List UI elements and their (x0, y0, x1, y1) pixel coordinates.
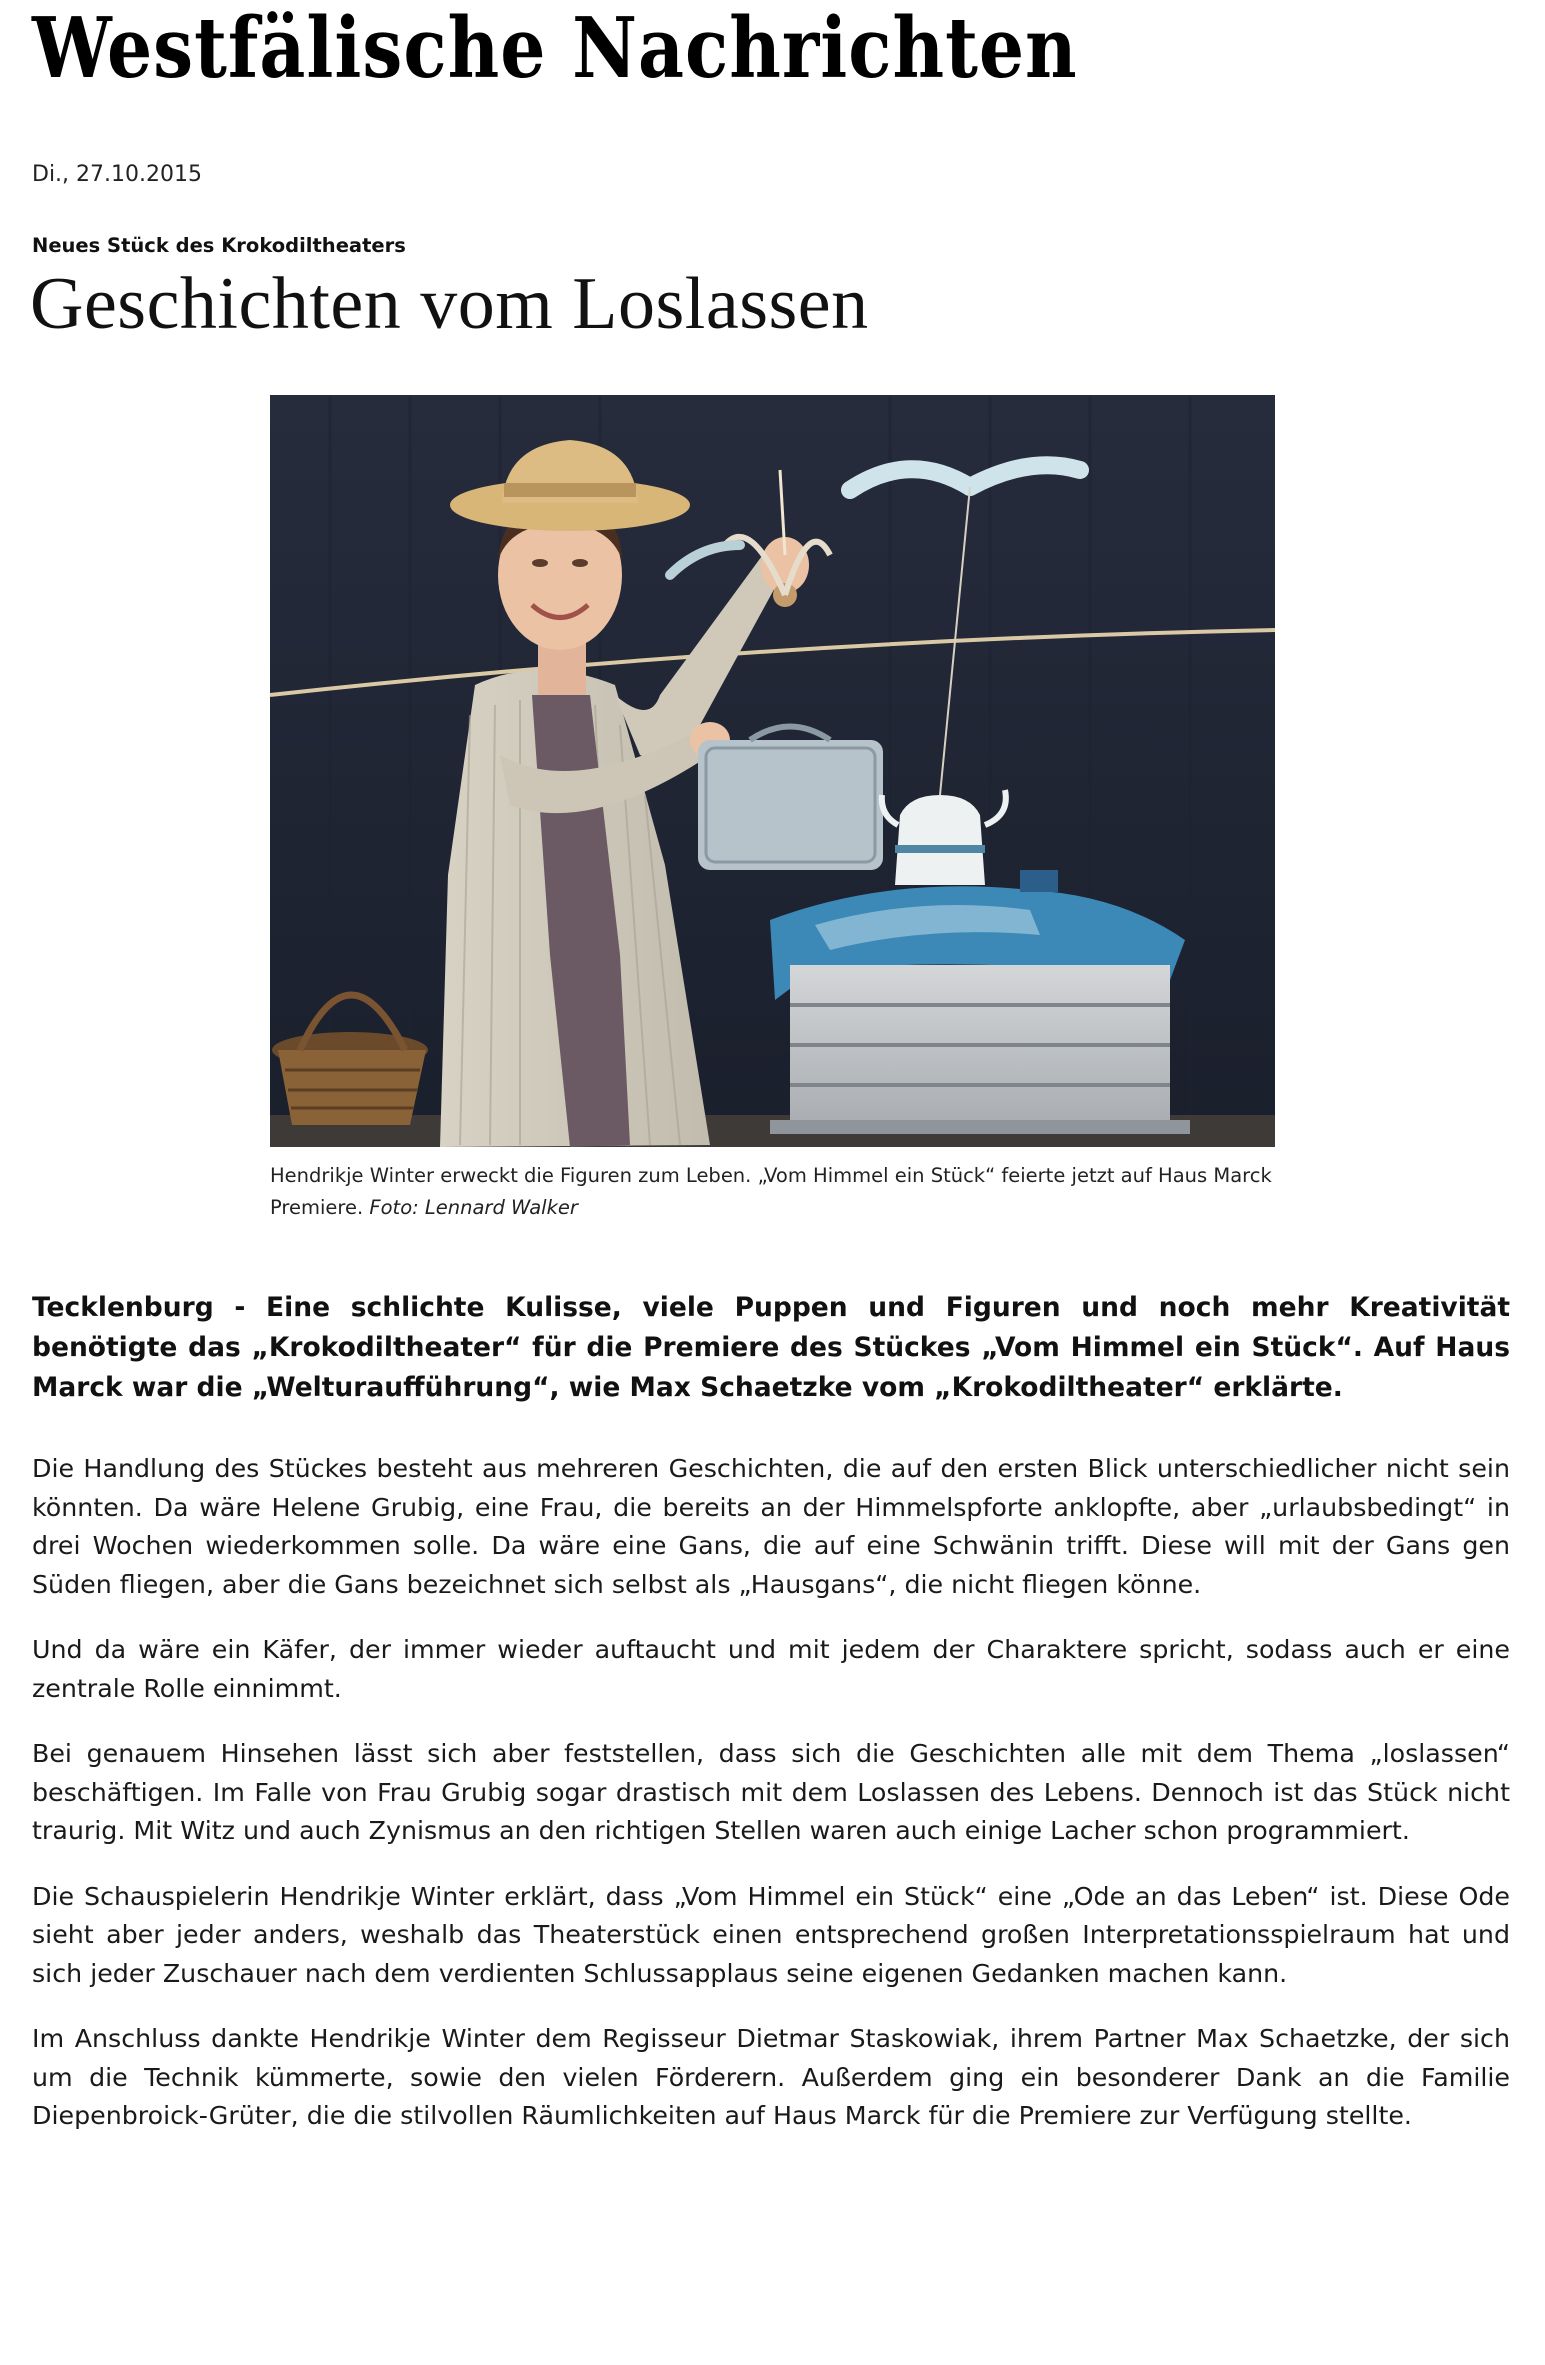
newspaper-masthead: Westfälische Nachrichten (32, 0, 1078, 97)
article-photo (270, 395, 1275, 1147)
publication-date: Di., 27.10.2015 (32, 162, 202, 187)
article-headline: Geschichten vom Loslassen (30, 263, 869, 345)
body-paragraph: Bei genauem Hinsehen lässt sich aber feststellen, dass sich die Geschichten alle mit dem Thema „loslassen“ beschäftigen. Im Falle von Frau Grubig sogar drastisch mit dem Loslassen des Lebens. Dennoch ist das Stück nicht traurig. Mit Witz und auch Zynismus an den richtigen Stellen waren auch einige Lacher schon programmiert. (32, 1739, 1510, 1845)
caption-text: Hendrikje Winter erweckt die Figuren zum Leben. „Vom Himmel ein Stück“ feierte jetzt auf Haus Marck Premiere. (270, 1164, 1272, 1219)
photo-credit: Foto: Lennard Walker (369, 1196, 578, 1219)
body-paragraph: Und da wäre ein Käfer, der immer wieder auftaucht und mit jedem der Charaktere spricht, sodass auch er eine zentrale Rolle einnimmt. (32, 1635, 1510, 1703)
article-kicker: Neues Stück des Krokodiltheaters (32, 234, 406, 257)
photo-caption (270, 1160, 1280, 1224)
body-paragraph: Im Anschluss dankte Hendrikje Winter dem Regisseur Dietmar Staskowiak, ihrem Partner Max Schaetzke, der sich um die Technik kümmerte, sowie den vielen Förderern. Außerdem ging ein besonderer Dank an die Familie Diepenbroick-Grüter, die die stilvollen Räumlichkeiten auf Haus Marck für die Premiere zur Verfügung stellte. (32, 2024, 1510, 2130)
stage-photo-illustration (270, 395, 1275, 1147)
article-body (32, 1450, 1510, 2163)
body-paragraph: Die Schauspielerin Hendrikje Winter erklärt, dass „Vom Himmel ein Stück“ eine „Ode an das Leben“ ist. Diese Ode sieht aber jeder anders, weshalb das Theaterstück einen entsprechend großen Interpretationsspielraum hat und sich jeder Zuschauer nach dem verdienten Schlussapplaus seine eigenen Gedanken machen kann. (32, 1881, 1510, 1988)
body-paragraph: Die Handlung des Stückes besteht aus mehreren Geschichten, die auf den ersten Blick unterschiedlicher nicht sein könnten. Da wäre Helene Grubig, eine Frau, die bereits an der Himmelspforte anklopfte, aber „urlaubsbedingt“ in drei Wochen wiederkommen solle. Da wäre eine Gans, die auf eine Schwänin trifft. Diese will mit der Gans gen Süden fliegen, aber die Gans bezeichnet sich selbst als „Hausgans“, die nicht fliegen könne. (32, 1454, 1510, 1599)
article-lead: Tecklenburg - Eine schlichte Kulisse, viele Puppen und Figuren und noch mehr Kreativität benötigte das „Krokodiltheater“ für die Premiere des Stückes „Vom Himmel ein Stück“. Auf Haus Marck war die „Welturaufführung“, wie Max Schaetzke vom „Krokodiltheater“ erklärte. (32, 1292, 1510, 1403)
